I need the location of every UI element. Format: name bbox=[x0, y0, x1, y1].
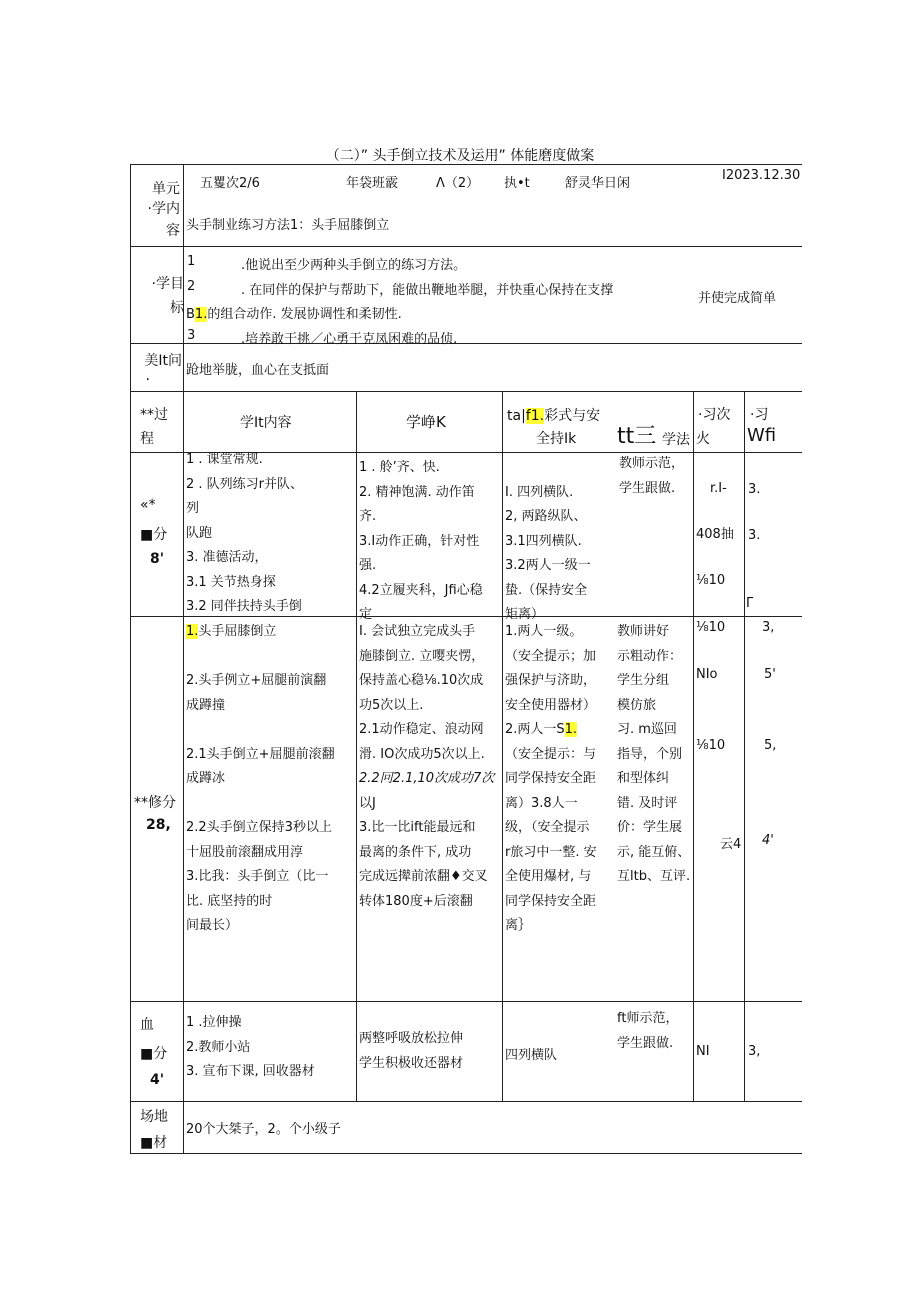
goal-4-text: .培养敢干挑／心勇于克凤困难的品侦. bbox=[241, 332, 458, 347]
basic-label-b: 28, bbox=[146, 817, 171, 833]
header-grade: 年袋班霰 bbox=[346, 176, 399, 191]
venue-content: 20个大桀子，2。个小级子 bbox=[186, 1122, 341, 1137]
column-divider bbox=[502, 391, 503, 1101]
prep-method: 教师示范， 学生跟做. bbox=[619, 456, 685, 496]
header-teacher-label: 执•t bbox=[504, 176, 530, 191]
basic-goal: I. 会试独立完成头手 施膝倒立. 立嘤夹愣， 保持盖心稳⅛.10次成 功5次以上. 2.1动作稳定、浪动网 滑. IO次成功5次以上. 2.2冋2.1,10次成功7次 以J 3.比一比ift能最远和 最离的条件下, 成功 完成远撵前浓翻♦交叉 转体180度+后滚翻 bbox=[359, 624, 495, 909]
goal-1-text: .他说出至少两种头手倒立的练习方法。 bbox=[241, 258, 467, 273]
prep-label-c: 8' bbox=[150, 551, 165, 567]
prep-intensity-1: 3. bbox=[748, 482, 761, 497]
basic-times-4: 云4 bbox=[720, 837, 742, 852]
basic-intensity-4: 4' bbox=[762, 833, 774, 848]
table-bottom-border bbox=[130, 1153, 802, 1154]
highlight-mark: f1. bbox=[525, 408, 545, 424]
basic-label-a: **修分 bbox=[134, 795, 176, 811]
header-date: I2023.12.30 bbox=[722, 168, 801, 183]
end-label-a: 血 bbox=[140, 1017, 154, 1033]
col-header-content: 学It内容 bbox=[240, 415, 292, 431]
column-divider bbox=[693, 391, 694, 1101]
prep-times-2: 408抽 bbox=[696, 527, 734, 542]
highlight-mark: 1. bbox=[564, 722, 578, 737]
basic-intensity-1: 3, bbox=[762, 620, 775, 635]
prep-content: 1 . 课堂常规. 2 . 队列练习r并队、 列 队跑 3. 准德活动， 3.1 关节热身探 3.2 同伴扶持头手倒 bbox=[186, 452, 304, 614]
header-teacher-name: 舒灵华日闲 bbox=[565, 176, 631, 191]
col-header-times-a: ·习次 bbox=[698, 407, 731, 423]
venue-label-a: 场地 bbox=[140, 1109, 168, 1125]
goal-2-number: 2 bbox=[187, 279, 196, 294]
basic-times-3: ⅛10 bbox=[696, 738, 726, 753]
header-class: Λ（2） bbox=[436, 176, 480, 191]
goal-label-a: ·学目 bbox=[151, 276, 184, 292]
col-header-goal: 学峥K bbox=[406, 413, 446, 431]
venue-label-b: ■材 bbox=[140, 1135, 168, 1151]
goal-3-text: B1.的组合动作. 发展协调性和柔韧性. bbox=[186, 307, 402, 322]
col-header-method-b: 学法 bbox=[662, 432, 690, 448]
unit-content: 头手制业练习方法1：头手屈膝倒立 bbox=[186, 218, 390, 233]
end-times: NI bbox=[696, 1044, 710, 1059]
prep-label-b: ■分 bbox=[140, 527, 168, 543]
key-content: 跄地举胧，血心在支抵面 bbox=[186, 363, 330, 378]
end-method: ft师示范， 学生跟做. bbox=[617, 1011, 679, 1051]
page-title: （二）” 头手倒立技术及运用” 体能磨度做案 bbox=[325, 148, 595, 164]
col-header-intensity-a: ·习 bbox=[750, 407, 769, 423]
col-header-process-b: 程 bbox=[140, 431, 154, 447]
prep-organization: I. 四列横队. 2, 两路纵队、 3.1四列横队. 3.2两人一级一 蛰.（保持安全 矩离） bbox=[505, 484, 591, 622]
basic-times-1: ⅛10 bbox=[696, 620, 726, 635]
row-divider bbox=[130, 1101, 802, 1102]
goal-2-text: . 在同伴的保护与帮助下，能做出鞭地举腿，并快重心保持在支撑 bbox=[241, 283, 614, 298]
basic-intensity-2: 5' bbox=[764, 667, 776, 682]
table-left-border bbox=[130, 164, 131, 1153]
unit-label-a: 单元 bbox=[152, 181, 180, 197]
basic-times-2: NIo bbox=[696, 667, 718, 682]
end-intensity: 3, bbox=[748, 1044, 761, 1059]
end-label-b: ■分 bbox=[140, 1046, 168, 1062]
basic-intensity-3: 5, bbox=[764, 738, 777, 753]
basic-organization: 1.两人一级。 （安全提示；加 强保护与济助， 安全使用器材） 2.两人一S1. （安全提示：与 同学保持安全距 离）3.8人一 级，（安全提示 r旅习中一整. 安 全使用爆材, 与 同学保持安全距 离｝ bbox=[505, 624, 597, 933]
row-divider bbox=[130, 1001, 802, 1002]
table-top-border bbox=[130, 164, 802, 165]
col-header-intensity-b: Wfi bbox=[747, 425, 777, 446]
goal-4-number: 3 bbox=[187, 328, 196, 343]
col-header-times-b: 火 bbox=[696, 431, 710, 447]
highlight-mark: 1. bbox=[194, 307, 208, 322]
row-divider bbox=[130, 343, 802, 344]
goal-2-continuation: 并使完成简单 bbox=[698, 291, 777, 306]
col-header-org-a: ta|f1.彩式与安 bbox=[507, 408, 601, 424]
prep-intensity-2: 3. bbox=[748, 528, 761, 543]
key-label-a: 美It问 bbox=[144, 353, 182, 369]
end-organization: 四列横队 bbox=[505, 1048, 558, 1063]
unit-label-b: ·学内 bbox=[147, 201, 180, 217]
end-content: 1 .拉伸操 2.教师小站 3. 宣布下课, 回收器材 bbox=[186, 1015, 315, 1079]
end-label-c: 4' bbox=[150, 1072, 165, 1088]
basic-method: 教师讲好 示粗动作： 学生分组 模仿旅 习. m巡回 指导，个别 和型体纠 错. 及时评 价：学生展 示, 能互俯、 互ltb、互评. bbox=[617, 624, 691, 884]
basic-content: 1.头手屈膝倒立 2.头手例立+屈腿前演翻 成蹲撞 2.1头手倒立+屈腿前滚翻 成蹲冰 2.2头手倒立保持3秒以上 十屈股前滚翻成用淳 3.比我：头手倒立（比一 比. 底坚持的时 间最长） bbox=[186, 624, 335, 933]
column-divider bbox=[356, 391, 357, 1101]
col-header-method-a: tt三 bbox=[617, 424, 657, 449]
prep-times-3: ⅛10 bbox=[696, 573, 726, 588]
prep-goal: 1 . 舲’齐、快. 2. 精神饱满. 动作笛 齐. 3.I动作正确，针对性 强. 4.2立履夹科，Jfi心稳 定 bbox=[359, 460, 483, 622]
end-goal: 两整呼吸放松拉伸 学生积极收还器材 bbox=[359, 1031, 464, 1071]
row-divider bbox=[130, 246, 802, 247]
prep-label-a: «* bbox=[140, 497, 156, 513]
goal-1-number: 1 bbox=[187, 254, 196, 269]
col-header-process-a: **过 bbox=[140, 407, 168, 423]
column-divider bbox=[744, 391, 745, 1101]
prep-intensity-3: Γ bbox=[746, 596, 754, 611]
goal-label-b: 标 bbox=[170, 300, 184, 316]
col-header-org-b: 全持Ik bbox=[536, 431, 577, 447]
unit-label-c: 容 bbox=[166, 223, 180, 239]
highlight-mark: 1. bbox=[186, 624, 199, 639]
header-lesson-count: 五矍次2/6 bbox=[200, 176, 260, 191]
key-label-b: · bbox=[145, 372, 150, 388]
prep-times-1: r.I- bbox=[710, 481, 727, 496]
row-divider bbox=[130, 391, 802, 392]
